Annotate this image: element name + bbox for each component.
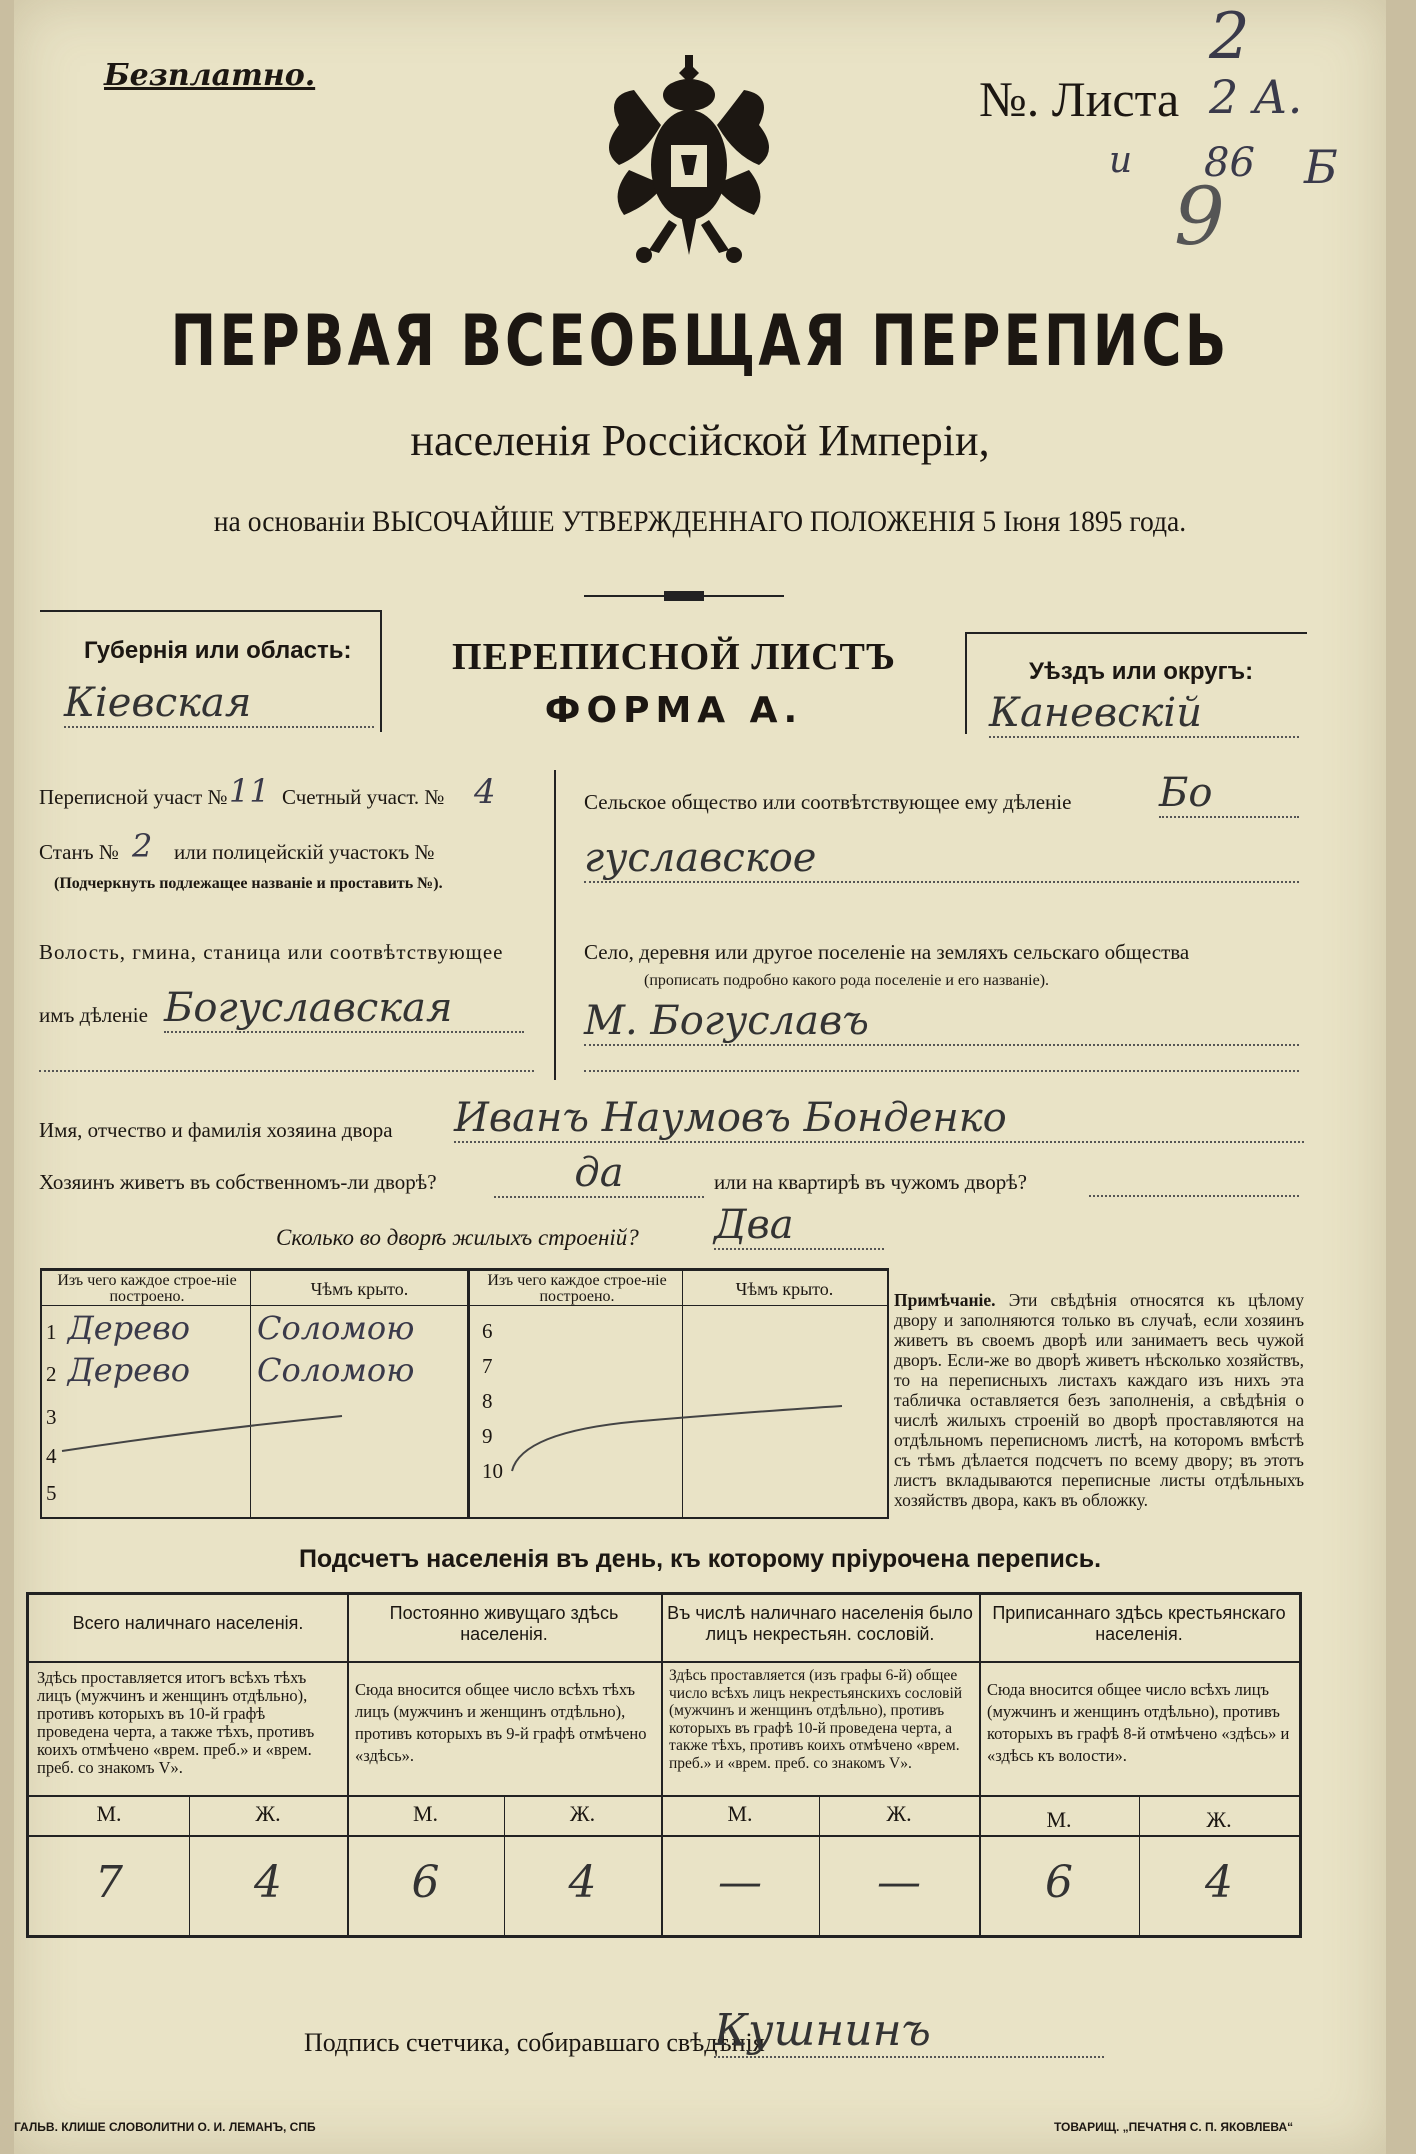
pop-col-1-head: Всего наличнаго населенія. <box>72 1613 304 1633</box>
table-row: 7 <box>482 1354 493 1378</box>
form-title: ПЕРЕПИСНОЙ ЛИСТЪ <box>452 636 896 678</box>
buildings-table <box>40 1268 889 1519</box>
sheet-number-value: 2 А. <box>1209 70 1303 124</box>
noncrest-men-value: — <box>718 1857 762 1908</box>
total-women-value: 4 <box>254 1857 282 1908</box>
sheet-number-label: №. Листа <box>979 71 1180 127</box>
noncrest-women-value: — <box>877 1857 921 1908</box>
volost-value: Богуславская <box>164 985 524 1033</box>
own-yard-value: да <box>494 1150 704 1198</box>
note-text: Эти свѣдѣнія относятся къ цѣлому двору и заполняются только въ случаѣ, если хозяинъ живетъ въ своемъ дворѣ или занимаетъ весь чужой дворъ. Если-же во дворѣ живетъ нѣсколько хозяйствъ, то на переписныхъ листахъ каждаго изъ нихъ эта табличка оставляется безъ заполненія, а свѣдѣнія о числѣ жилыхъ строеній во дворѣ проставляются на отдѣльномъ переписномъ листѣ, на которомъ вмѣстѣ съ тѣмъ дѣлается подсчетъ по всему двору; въ этотъ листъ вкладываются переписные листы отдѣльныхъ хозяйствъ двора, какъ въ обложку. <box>894 1290 1305 1510</box>
resident-men-value: 6 <box>411 1857 440 1908</box>
stan-label: Станъ № <box>39 840 119 864</box>
footer-printer-left: ГАЛЬВ. КЛИШЕ СЛОВОЛИТНИ О. И. ЛЕМАНЪ, СПБ <box>14 2120 316 2134</box>
pop-col-2-body: Сюда вносится общее число всѣхъ тѣхъ лицъ (мужчинъ и женщинъ отдѣльно), противъ которыхъ въ 9-й графѣ отмѣчено «здѣсь». <box>355 1680 647 1765</box>
table-row: 9 <box>482 1424 493 1448</box>
footer-printer-right: ТОВАРИЩ. „ПЕЧАТНЯ С. П. ЯКОВЛЕВА“ <box>1054 2120 1294 2134</box>
buildings-value: Два <box>714 1202 884 1250</box>
sheet-sub-value: 86 <box>1204 140 1255 186</box>
subtitle: населенія Россійской Имперіи, <box>410 416 990 465</box>
village-note: (прописать подробно какого рода поселеніе и его названіе). <box>644 972 1050 989</box>
col-material-header: Изъ чего каждое строе-ніе построено. <box>57 1272 237 1305</box>
district-value: Каневскій <box>989 690 1299 738</box>
other-yard-label: или на квартирѣ въ чужомъ дворѣ? <box>714 1170 1027 1194</box>
table-row: 4 <box>46 1444 57 1468</box>
f-label-4: Ж. <box>1206 1807 1232 1832</box>
form-subtitle: ФОРМА А. <box>544 690 804 731</box>
buildings-label: Сколько во дворѣ жилыхъ строеній? <box>276 1225 639 1250</box>
signature-value: Кушнинъ <box>714 2005 1104 2058</box>
col-roof-header: Чѣмъ крыто. <box>310 1279 409 1299</box>
fields-divider <box>554 770 556 1080</box>
owner-name-label: Имя, отчество и фамилія хозяина двора <box>39 1118 393 1142</box>
stamp-number: 9 <box>1174 170 1225 263</box>
registered-women-value: 4 <box>1205 1857 1233 1908</box>
table-row: 5 <box>46 1481 57 1505</box>
m-label-4: М. <box>1046 1807 1072 1832</box>
legal-basis: на основаніи ВЫСОЧАЙШЕ УТВЕРЖДЕННАГО ПОЛОЖЕНІЯ 5 Іюня 1895 года. <box>213 505 1187 538</box>
table-row: 3 <box>46 1405 57 1429</box>
sheet-sub-prefix: и <box>1109 140 1133 181</box>
census-district-label: Переписной участ № <box>39 785 228 809</box>
f-label-2: Ж. <box>569 1801 596 1826</box>
district-label: Уѣздъ или округъ: <box>1029 658 1254 685</box>
table-row: 1 Дерево <box>46 1309 191 1347</box>
volost-extra-line <box>39 1070 534 1072</box>
pop-col-1-body: Здѣсь проставляется итогъ всѣхъ тѣхъ лицъ (мужчинъ и женщинъ отдѣльно), противъ которыхъ въ 10-й графѣ проведена черта, а также тѣхъ, противъ коихъ отмѣчено «врем. преб.» и «врем. преб. со знакомъ V». <box>37 1668 315 1777</box>
village-label: Село, деревня или другое поселеніе на земляхъ сельскаго общества <box>584 940 1190 964</box>
note-heading: Примѣчаніе. <box>894 1290 996 1310</box>
police-label: или полицейскій участокъ № <box>174 840 435 864</box>
roof-cell: Соломою <box>257 1351 415 1389</box>
m-label-3: М. <box>727 1801 753 1826</box>
stan-note: (Подчеркнуть подлежащее названіе и проставить №). <box>54 875 443 892</box>
m-label-1: М. <box>96 1801 122 1826</box>
cancel-strokes <box>42 1311 887 1511</box>
table-row: 6 <box>482 1319 493 1343</box>
volost-label-1: Волость, гмина, станица или соотвѣтствующее <box>39 940 504 964</box>
roof-cell: Соломою <box>257 1309 415 1347</box>
corner-number: 2 <box>1209 0 1250 74</box>
own-yard-label: Хозяинъ живетъ въ собственномъ-ли дворѣ? <box>39 1170 437 1194</box>
population-table <box>26 1592 1302 1938</box>
pop-col-3-body: Здѣсь проставляется (изъ графы 6-й) общее число всѣхъ лицъ некрестьянскихъ сословій (мужчинъ и женщинъ отдѣльно), противъ которыхъ въ графѣ 10-й проведена черта, а также тѣхъ, противъ коихъ отмѣчено «врем. преб.» и «врем. преб. со знакомъ V». <box>669 1667 963 1772</box>
registered-men-value: 6 <box>1045 1857 1073 1908</box>
village-extra-line <box>584 1070 1299 1072</box>
volost-label-2: имъ дѣленіе <box>39 1003 148 1027</box>
resident-women-value: 4 <box>568 1857 597 1908</box>
imperial-eagle-emblem <box>589 55 789 270</box>
col-material-header-2: Изъ чего каждое строе-ніе построено. <box>487 1272 667 1305</box>
pop-col-3-head: Въ числѣ наличнаго населенія было лицъ некрестьян. сословій. <box>667 1603 973 1644</box>
f-label-3: Ж. <box>886 1801 912 1826</box>
census-form-sheet <box>14 0 1386 2154</box>
province-value: Кіевская <box>64 680 374 728</box>
table-row: 2 Дерево <box>46 1351 191 1389</box>
table-row: 10 <box>482 1459 503 1483</box>
society-value-1: Бо <box>1159 770 1299 818</box>
pop-col-4-body: Сюда вносится общее число всѣхъ лицъ (мужчинъ и женщинъ отдѣльно), противъ которыхъ въ графѣ 8-й отмѣчено «здѣсь» и «здѣсь къ волости». <box>987 1680 1290 1765</box>
province-label: Губернія или область: <box>84 637 352 664</box>
census-district-value: 11 <box>229 772 270 810</box>
other-yard-line <box>1089 1195 1299 1197</box>
stan-value: 2 <box>132 827 153 865</box>
society-value-2: гуславское <box>584 835 1299 883</box>
m-label-2: М. <box>412 1801 439 1826</box>
free-label: Безплатно. <box>104 58 316 93</box>
col-roof-header-2: Чѣмъ крыто. <box>735 1279 834 1299</box>
main-title: ПЕРВАЯ ВСЕОБЩАЯ ПЕРЕПИСЬ <box>170 300 1230 382</box>
signature-label: Подпись счетчика, собиравшаго свѣдѣнія <box>304 2028 765 2057</box>
ornament-divider <box>584 588 784 604</box>
sheet-sub-letter: Б <box>1304 140 1338 194</box>
total-men-value: 7 <box>95 1857 123 1908</box>
pop-col-4-head: Приписаннаго здѣсь крестьянскаго населенія. <box>992 1603 1286 1644</box>
village-value: М. Богуславъ <box>584 998 1299 1046</box>
pop-col-2-head: Постоянно живущаго здѣсь населенія. <box>389 1603 619 1644</box>
table-row: 8 <box>482 1389 493 1413</box>
society-label: Сельское общество или соотвѣтствующее ему дѣленіе <box>584 790 1072 814</box>
population-title: Подсчетъ населенія въ день, къ которому пріурочена перепись. <box>298 1545 1102 1573</box>
note <box>894 1290 1304 1510</box>
f-label-1: Ж. <box>255 1801 281 1826</box>
owner-name-value: Иванъ Наумовъ Бонденко <box>454 1095 1304 1143</box>
count-district-label: Счетный участ. № <box>282 785 445 809</box>
count-district-value: 4 <box>474 772 496 812</box>
